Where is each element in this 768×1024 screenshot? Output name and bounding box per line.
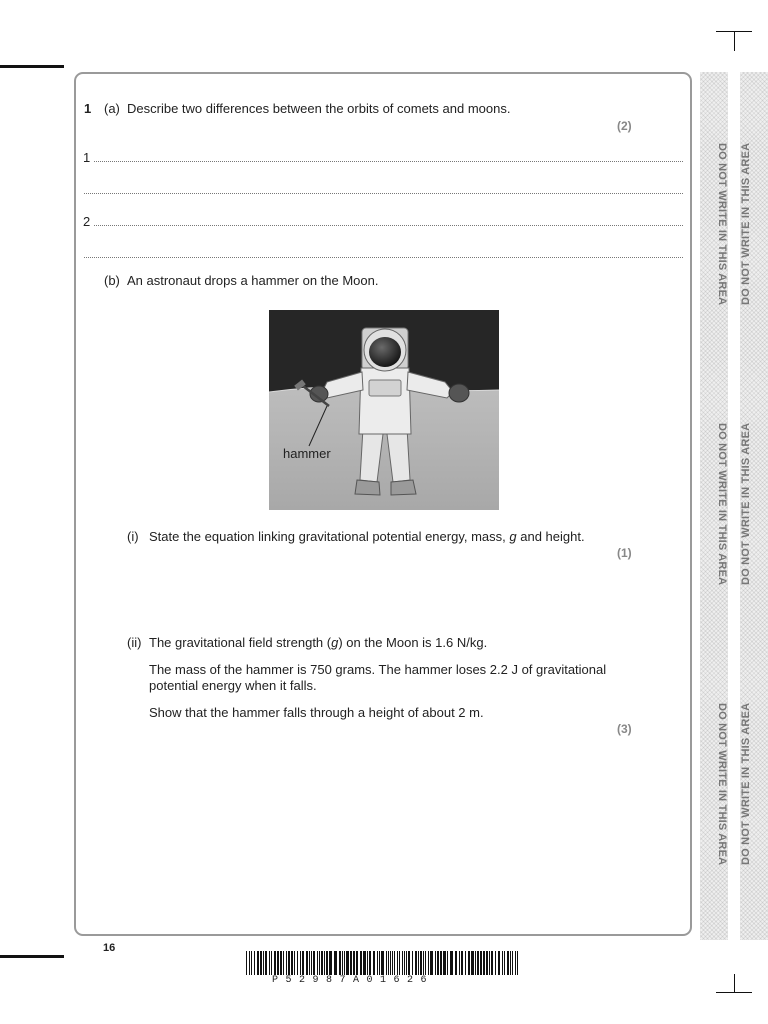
astronaut-illustration [269,310,499,510]
hammer-label: hammer [283,446,331,461]
barcode-bar [465,951,466,975]
page-number: 16 [103,942,116,954]
barcode-number: P52987A01626 [272,975,435,986]
do-not-write-strip-inner [700,72,728,940]
part-b-text: An astronaut drops a hammer on the Moon. [127,273,379,288]
barcode-bar [386,951,387,975]
warning-text-outer-1: DO NOT WRITE IN THIS AREA [740,142,752,306]
answer-line-2b[interactable] [84,257,683,258]
barcode-bar [326,951,328,975]
barcode-bar [269,951,270,975]
barcode-bar [430,951,433,975]
sub-ii-line1-end: ) on the Moon is 1.6 N/kg. [338,635,488,650]
warning-text-inner-3: DO NOT WRITE IN THIS AREA [716,702,728,866]
barcode-bar [360,951,362,975]
barcode-bar [512,951,513,975]
part-a-text: Describe two differences between the orbits of comets and moons. [127,101,511,116]
barcode-bar [311,951,312,975]
sub-ii-para3: Show that the hammer falls through a height of about 2 m. [149,705,484,720]
barcode-bar [246,951,247,975]
barcode-bar [369,951,371,975]
barcode-bar [286,951,287,975]
barcode [244,951,522,975]
barcode-bar [425,951,426,975]
barcode-bar [399,951,400,975]
barcode-bar [294,951,295,975]
barcode-bar [342,951,343,975]
barcode-bar [346,951,349,975]
barcode-bar [309,951,310,975]
barcode-bar [302,951,304,975]
barcode-bar [291,951,293,975]
barcode-bar [450,951,453,975]
barcode-bar [344,951,345,975]
barcode-bar [408,951,410,975]
barcode-bar [277,951,279,975]
barcode-bar [274,951,276,975]
barcode-bar [483,951,485,975]
warning-text-inner-2: DO NOT WRITE IN THIS AREA [716,422,728,586]
barcode-bar [377,951,378,975]
left-edge-bar-top [0,65,64,68]
sub-ii-line1-start: The gravitational field strength ( [149,635,332,650]
warning-text-outer-2: DO NOT WRITE IN THIS AREA [740,422,752,586]
warning-text-outer-3: DO NOT WRITE IN THIS AREA [740,702,752,866]
barcode-bar [313,951,315,975]
barcode-bar [443,951,446,975]
part-a-label: (a) [104,101,120,116]
sub-i-label: (i) [127,529,139,544]
barcode-bar [507,951,509,975]
sub-i-var-g: g [509,529,517,544]
barcode-bar [356,951,358,975]
barcode-bar [406,951,407,975]
barcode-bar [517,951,518,975]
barcode-bar [447,951,448,975]
barcode-bar [251,951,252,975]
sub-i-marks: (1) [617,546,632,560]
barcode-bar [491,951,493,975]
barcode-bar [420,951,422,975]
barcode-bar [306,951,308,975]
barcode-bar [423,951,424,975]
barcode-bar [412,951,413,975]
sub-ii-para2-line1: The mass of the hammer is 750 grams. The hammer loses 2.2 J of gravitational [149,662,607,677]
barcode-bar [459,951,460,975]
barcode-bar [257,951,259,975]
barcode-bar [404,951,405,975]
barcode-bar [504,951,505,975]
barcode-bar [392,951,393,975]
sub-ii-marks: (3) [617,722,632,736]
crop-mark-bottom-v [734,974,735,993]
barcode-bar [461,951,463,975]
crop-mark-top-v [734,31,735,51]
barcode-bar [515,951,516,975]
barcode-bar [495,951,496,975]
barcode-bar [418,951,419,975]
barcode-bar [334,951,337,975]
part-a-marks: (2) [617,119,632,133]
barcode-bar [283,951,284,975]
barcode-bar [415,951,417,975]
barcode-bar [489,951,490,975]
barcode-bar [317,951,318,975]
barcode-bar [437,951,439,975]
barcode-bar [288,951,290,975]
part-b-label: (b) [104,273,120,288]
barcode-bar [300,951,301,975]
sub-ii-var-g: g [331,635,339,650]
barcode-bar [249,951,250,975]
barcode-bar [353,951,355,975]
barcode-bar [339,951,341,975]
barcode-bar [350,951,352,975]
answer-line-2[interactable] [94,225,683,226]
sub-i-text [149,529,585,545]
answer-line-label-2: 2 [83,214,91,229]
barcode-bar [324,951,325,975]
left-edge-bar-bottom [0,955,64,958]
barcode-bar [280,951,282,975]
barcode-bar [428,951,429,975]
sub-i-text-start: State the equation linking gravitational potential energy, mass, [149,529,506,544]
barcode-bar [480,951,482,975]
barcode-bar [373,951,375,975]
barcode-bar [263,951,264,975]
sub-ii-para2-line2: potential energy when it falls. [149,678,317,693]
barcode-bar [390,951,391,975]
barcode-bar [388,951,389,975]
answer-line-label-1: 1 [83,150,91,165]
sub-ii-label: (ii) [127,635,142,650]
barcode-bar [486,951,488,975]
sub-i-text-end: and height. [520,529,585,544]
barcode-bar [367,951,368,975]
barcode-bar [468,951,470,975]
barcode-bar [440,951,442,975]
warning-text-inner-1: DO NOT WRITE IN THIS AREA [716,142,728,306]
barcode-bar [397,951,398,975]
barcode-bar [254,951,255,975]
barcode-bar [363,951,366,975]
barcode-bar [471,951,474,975]
barcode-bar [329,951,332,975]
barcode-bar [319,951,320,975]
barcode-bar [477,951,479,975]
barcode-bar [402,951,403,975]
barcode-bar [455,951,457,975]
barcode-bar [260,951,262,975]
barcode-bar [475,951,476,975]
barcode-bar [271,951,272,975]
answer-line-1b[interactable] [84,193,683,194]
barcode-bars [244,951,522,975]
barcode-bar [297,951,298,975]
barcode-bar [265,951,267,975]
barcode-bar [381,951,384,975]
barcode-bar [498,951,500,975]
sub-ii-line1 [149,635,487,651]
answer-line-1[interactable] [94,161,683,162]
do-not-write-strip-outer [740,72,768,940]
barcode-bar [435,951,436,975]
barcode-bar [502,951,503,975]
question-number: 1 [84,101,92,116]
barcode-bar [379,951,380,975]
barcode-bar [321,951,323,975]
barcode-bar [510,951,511,975]
astronaut-figure [269,310,499,510]
barcode-bar [394,951,395,975]
